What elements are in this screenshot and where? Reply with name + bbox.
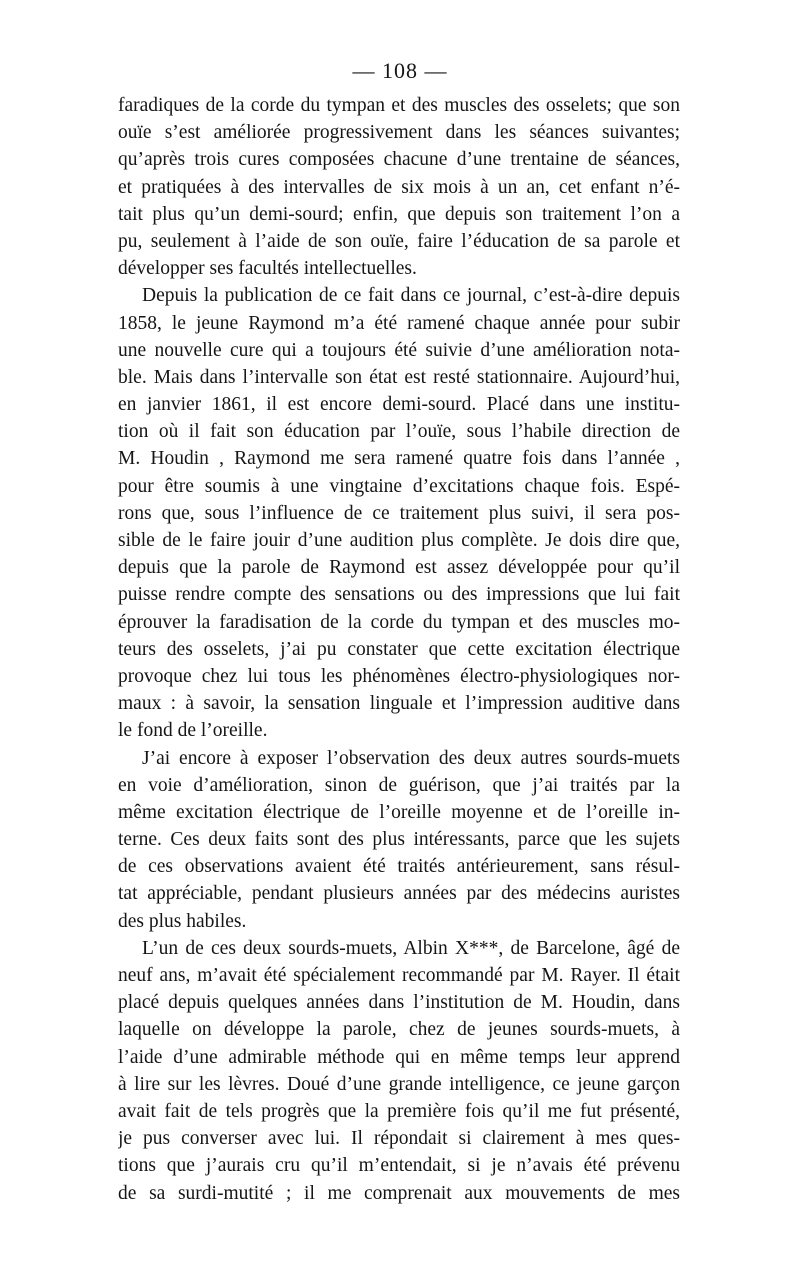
text-line: M. Houdin , Raymond me sera ramené quatre fois dans l’année ,: [118, 448, 680, 470]
text-line: neuf ans, m’avait été spécialement recommandé par M. Rayer. Il était: [118, 965, 680, 986]
text-line: en voie d’amélioration, sinon de guérison, que j’ai traités par la: [118, 774, 680, 796]
text-line: ouïe s’est améliorée progressivement dans les séances suivantes;: [118, 122, 680, 144]
text-line: rons que, sous l’influence de ce traitement plus suivi, il sera pos-: [118, 502, 680, 524]
page-number: — 108 —: [352, 58, 448, 83]
text-line: pour être soumis à une vingtaine d’excitations chaque fois. Espé-: [118, 475, 680, 497]
text-line: terne. Ces deux faits sont des plus intéressants, parce que les sujets: [118, 829, 680, 851]
text-line: je pus converser avec lui. Il répondait si clairement à mes ques-: [118, 1128, 680, 1150]
text-line: maux : à savoir, la sensation linguale et l’impression auditive dans: [118, 693, 680, 715]
text-line: tat appréciable, pendant plusieurs années par des médecins auristes: [118, 883, 680, 905]
text-line: 1858, le jeune Raymond m’a été ramené chaque année pour subir: [118, 312, 680, 334]
text-line: Depuis la publication de ce fait dans ce journal, c’est-à-dire depuis: [142, 285, 680, 307]
text-line: L’un de ces deux sourds-muets, Albin X***, de Barcelone, âgé de: [142, 937, 680, 959]
text-line: développer ses facultés intellectuelles.: [118, 258, 417, 280]
text-line: ble. Mais dans l’intervalle son état est resté stationnaire. Aujourd’hui,: [118, 366, 680, 388]
text-line: teurs des osselets, j’ai pu constater que cette excitation électrique: [118, 638, 680, 660]
text-line: pu, seulement à l’aide de son ouïe, faire l’éducation de sa parole et: [118, 230, 680, 252]
text-line: faradiques de la corde du tympan et des muscles des osselets; que son: [118, 95, 680, 116]
text-line: depuis que la parole de Raymond est assez développée pour qu’il: [118, 557, 680, 579]
text-line: placé depuis quelques années dans l’institution de M. Houdin, dans: [118, 992, 680, 1014]
text-line: l’aide d’une admirable méthode qui en même temps leur apprend: [118, 1046, 680, 1068]
text-line: en janvier 1861, il est encore demi-sourd. Placé dans une institu-: [118, 394, 680, 416]
text-line: de sa surdi-mutité ; il me comprenait aux mouvements de mes: [118, 1182, 680, 1204]
text-line: sible de le faire jouir d’une audition plus complète. Je dois dire que,: [118, 530, 680, 551]
text-line: de ces observations avaient été traités antérieurement, sans résul-: [118, 856, 680, 878]
text-line: des plus habiles.: [118, 910, 247, 932]
text-line: même excitation électrique de l’oreille moyenne et de l’oreille in-: [118, 801, 680, 823]
text-line: qu’après trois cures composées chacune d’une trentaine de séances,: [118, 149, 680, 171]
text-line: tait plus qu’un demi-sourd; enfin, que depuis son traitement l’on a: [118, 203, 680, 225]
text-line: éprouver la faradisation de la corde du tympan et des muscles mo-: [118, 611, 680, 633]
text-line: tion où il fait son éducation par l’ouïe, sous l’habile direction de: [118, 421, 680, 443]
text-line: provoque chez lui tous les phénomènes électro-physiologiques nor-: [118, 665, 680, 687]
text-line: une nouvelle cure qui a toujours été suivie d’une amélioration nota-: [118, 339, 680, 361]
text-line: J’ai encore à exposer l’observation des deux autres sourds-muets: [142, 747, 680, 769]
text-line: laquelle on développe la parole, chez de jeunes sourds-muets, à: [118, 1019, 680, 1041]
page-body: [118, 92, 680, 1207]
text-line: tions que j’aurais cru qu’il m’entendait, si je n’avais été prévenu: [118, 1155, 680, 1177]
text-line: le fond de l’oreille.: [118, 720, 268, 742]
text-line: à lire sur les lèvres. Doué d’une grande intelligence, ce jeune garçon: [118, 1073, 680, 1095]
text-line: puisse rendre compte des sensations ou des impressions que lui fait: [118, 584, 680, 606]
text-line: et pratiquées à des intervalles de six mois à un an, cet enfant n’é-: [118, 176, 680, 198]
text-line: avait fait de tels progrès que la première fois qu’il me fut présenté,: [118, 1100, 680, 1122]
